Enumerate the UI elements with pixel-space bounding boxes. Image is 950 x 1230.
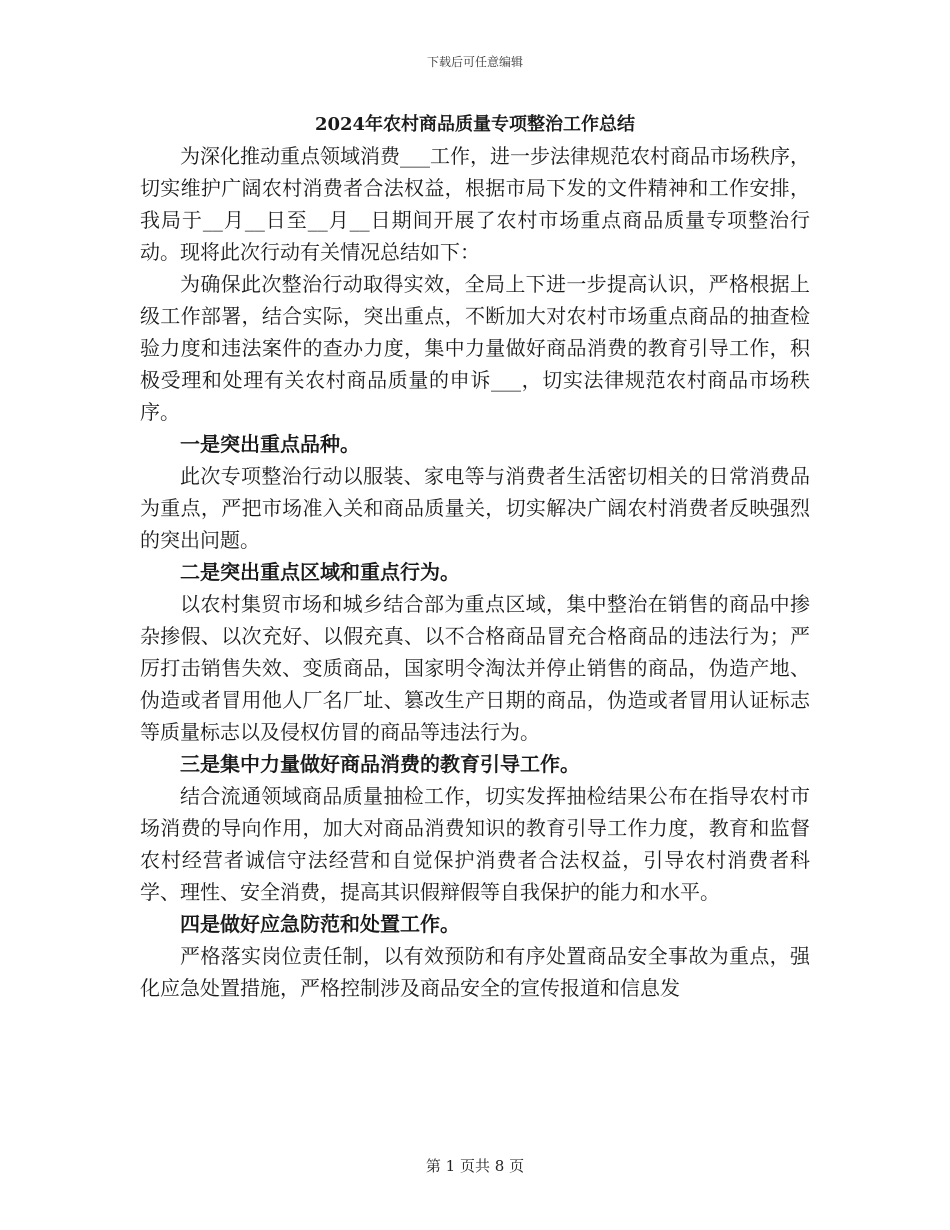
section-heading-4: 四是做好应急防范和处置工作。 [180, 912, 460, 936]
paragraph-section-2: 以农村集贸市场和城乡结合部为重点区域，集中整治在销售的商品中掺杂掺假、以次充好、以假充真、以不合格商品冒充合格商品的违法行为；严厉打击销售失效、变质商品，国家明令淘汰并停止销售的商品，伪造产地、伪造或者冒用他人厂名厂址、篡改生产日期的商品，伪造或者冒用认证标志等质量标志以及侵权仿冒的商品等违法行为。 [140, 592, 810, 744]
paragraph-section-3: 结合流通领域商品质量抽检工作，切实发挥抽检结果公布在指导农村市场消费的导向作用，加大对商品消费知识的教育引导工作力度，教育和监督农村经营者诚信守法经营和自觉保护消费者合法权益，引导农村消费者科学、理性、安全消费，提高其识假辩假等自我保护的能力和水平。 [140, 784, 810, 904]
section-heading-2: 二是突出重点区域和重点行为。 [180, 560, 460, 584]
document-title: 2024年农村商品质量专项整治工作总结 [314, 114, 636, 135]
section-heading-1: 一是突出重点品种。 [180, 432, 360, 456]
page-footer: 第 1 页共 8 页 [425, 1157, 525, 1175]
paragraph-section-1: 此次专项整治行动以服装、家电等与消费者生活密切相关的日常消费品为重点，严把市场准入关和商品质量关，切实解决广阔农村消费者反映强烈的突出问题。 [140, 464, 810, 552]
document-body [140, 140, 810, 1004]
paragraph-section-4: 严格落实岗位责任制，以有效预防和有序处置商品安全事故为重点，强化应急处置措施，严格控制涉及商品安全的宣传报道和信息发 [140, 944, 810, 1000]
section-heading-3: 三是集中力量做好商品消费的教育引导工作。 [180, 752, 580, 776]
paragraph-intro: 为深化推动重点领域消费___工作，进一步法律规范农村商品市场秩序，切实维护广阔农村消费者合法权益，根据市局下发的文件精神和工作安排，我局于__月__日至__月__日期间开展了农村市场重点商品质量专项整治行动。现将此次行动有关情况总结如下： [140, 144, 810, 264]
paragraph-overview: 为确保此次整治行动取得实效，全局上下进一步提高认识，严格根据上级工作部署，结合实际，突出重点，不断加大对农村市场重点商品的抽查检验力度和违法案件的查办力度，集中力量做好商品消费的教育引导工作，积极受理和处理有关农村商品质量的申诉___，切实法律规范农村商品市场秩序。 [140, 272, 810, 424]
page-header: 下载后可任意编辑 [426, 55, 523, 69]
